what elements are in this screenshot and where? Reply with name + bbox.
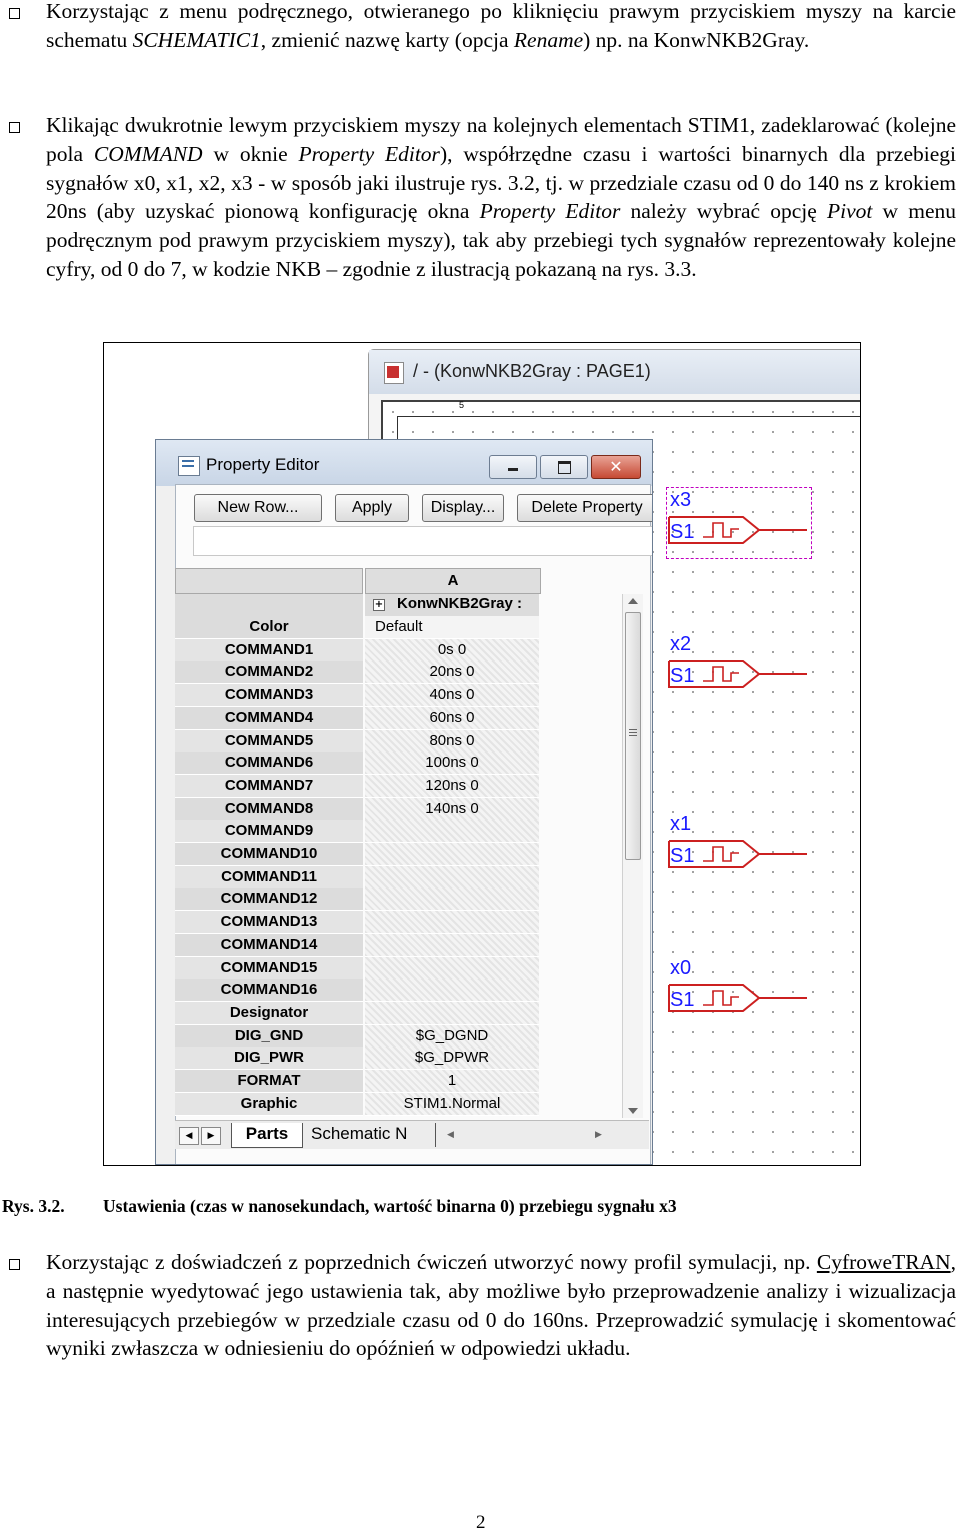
value-edit-field[interactable] — [193, 526, 653, 556]
property-value-cell[interactable] — [365, 1002, 539, 1025]
new-row-button[interactable]: New Row... — [194, 494, 322, 522]
property-name-cell[interactable]: Color — [175, 616, 363, 639]
property-value-cell[interactable]: 100ns 0 — [365, 752, 539, 775]
profile-name: CyfroweTRAN — [816, 1250, 951, 1274]
property-value-cell[interactable]: $G_DPWR — [365, 1047, 539, 1070]
text: należy wybrać opcję — [620, 199, 827, 224]
text-italic: Rename — [513, 27, 584, 52]
property-name-cell[interactable]: COMMAND6 — [175, 752, 363, 775]
stim-waveform — [703, 667, 739, 681]
property-value-cell[interactable]: 1 — [365, 1070, 539, 1093]
maximize-button[interactable] — [540, 455, 588, 479]
property-name-cell[interactable]: COMMAND1 — [175, 639, 363, 662]
net-label-x1[interactable]: x1 — [670, 813, 692, 835]
property-name-cell[interactable]: COMMAND8 — [175, 798, 363, 821]
scroll-up-icon[interactable] — [628, 598, 638, 604]
property-value-cell[interactable]: 40ns 0 — [365, 684, 539, 707]
text-italic: Pivot — [826, 199, 873, 224]
net-label-x2[interactable]: x2 — [670, 633, 692, 655]
stim-symbol-x0[interactable] — [667, 983, 807, 1013]
property-value-cell[interactable]: 80ns 0 — [365, 730, 539, 753]
stim-part-x0[interactable]: S1 — [670, 989, 695, 1011]
scroll-down-icon[interactable] — [628, 1108, 638, 1114]
property-name-cell[interactable]: COMMAND9 — [175, 820, 363, 843]
stim-waveform — [703, 847, 739, 861]
property-name-cell[interactable]: DIG_PWR — [175, 1047, 363, 1070]
stim-symbol-x3[interactable] — [667, 515, 807, 545]
paragraph-simulation-profile — [46, 1248, 956, 1363]
property-name-cell[interactable]: DIG_GND — [175, 1025, 363, 1048]
grid-mark: 5 — [459, 400, 465, 410]
stim-part-x1[interactable]: S1 — [670, 845, 695, 867]
tab-parts[interactable]: Parts — [231, 1123, 303, 1148]
property-value-cell[interactable] — [365, 979, 539, 1002]
tab-schematic[interactable]: Schematic N — [307, 1123, 436, 1147]
figure-caption-label: Rys. 3.2. — [2, 1196, 65, 1216]
text-italic: Property Editor — [479, 199, 621, 224]
property-name-cell[interactable]: COMMAND2 — [175, 661, 363, 684]
stim-waveform — [703, 523, 739, 537]
schematic-title: / - (KonwNKB2Gray : PAGE1) — [413, 361, 651, 381]
net-label-x0[interactable]: x0 — [670, 957, 692, 979]
schematic-titlebar — [369, 350, 861, 394]
property-name-cell[interactable]: COMMAND16 — [175, 979, 363, 1002]
text: Korzystając z doświadczeń z poprzednich ćwiczeń utworzyć nowy profil symulacji, np. — [46, 1250, 817, 1274]
property-value-cell[interactable]: $G_DGND — [365, 1025, 539, 1048]
property-name-cell[interactable]: COMMAND5 — [175, 730, 363, 753]
property-value-cell[interactable] — [365, 866, 539, 889]
bullet-marker — [9, 1259, 20, 1270]
tab-scroll-left-icon[interactable]: ◀ — [179, 1127, 199, 1145]
text: Korzystając z menu podręcznego, otwieranego po kliknięciu prawym przyciskiem myszy na karcie schematu — [46, 0, 956, 52]
paragraph-rename-tab — [46, 0, 956, 55]
property-value-cell[interactable] — [365, 911, 539, 934]
minimize-button[interactable] — [489, 455, 537, 479]
titlebar — [156, 440, 653, 486]
column-header-a[interactable]: A — [365, 568, 541, 594]
property-value-cell[interactable]: STIM1.Normal — [365, 1093, 539, 1116]
figure-screenshot — [103, 342, 861, 1166]
property-name-cell[interactable]: COMMAND3 — [175, 684, 363, 707]
property-name-cell[interactable]: COMMAND14 — [175, 934, 363, 957]
property-name-cell[interactable]: COMMAND7 — [175, 775, 363, 798]
minimize-icon — [508, 468, 518, 471]
property-name-cell[interactable]: COMMAND11 — [175, 866, 363, 889]
property-editor-icon — [178, 456, 200, 476]
paragraph-stimulus-settings — [46, 111, 956, 284]
property-value-cell[interactable]: 20ns 0 — [365, 661, 539, 684]
stim-outline — [669, 841, 759, 867]
property-editor-window — [155, 439, 653, 1165]
property-name-cell[interactable]: Graphic — [175, 1093, 363, 1116]
stim-waveform — [703, 991, 739, 1005]
text-italic: SCHEMATIC1 — [132, 27, 261, 52]
text: ) np. na KonwNKB2Gray. — [583, 27, 810, 52]
stim-symbol-x1[interactable] — [667, 839, 807, 869]
stim-symbol-x2[interactable] — [667, 659, 807, 689]
property-name-cell[interactable]: Designator — [175, 1002, 363, 1025]
close-button[interactable] — [591, 455, 641, 479]
property-name-cell[interactable]: COMMAND15 — [175, 957, 363, 980]
text-italic: COMMAND — [93, 141, 203, 166]
property-name-cell[interactable]: COMMAND13 — [175, 911, 363, 934]
stim-outline — [669, 517, 759, 543]
apply-button[interactable]: Apply — [335, 494, 409, 522]
tab-strip — [175, 1120, 649, 1149]
window-title: Property Editor — [206, 455, 320, 474]
property-value-cell[interactable] — [365, 957, 539, 980]
figure-caption-text: Ustawienia (czas w nanosekundach, wartość binarna 0) przebiegu sygnału x3 — [103, 1196, 677, 1216]
stim-outline — [669, 661, 759, 687]
property-value-cell[interactable] — [365, 820, 539, 843]
scroll-thumb[interactable] — [625, 612, 641, 860]
property-value-cell[interactable] — [365, 934, 539, 957]
grid-corner — [175, 568, 363, 594]
page-number: 2 — [476, 1512, 486, 1533]
property-name-cell[interactable]: FORMAT — [175, 1070, 363, 1093]
property-value-cell[interactable]: 60ns 0 — [365, 707, 539, 730]
stim-outline — [669, 985, 759, 1011]
property-value-cell[interactable]: 140ns 0 — [365, 798, 539, 821]
expand-icon[interactable]: + — [374, 599, 384, 610]
text: w menu podręcznym pod prawym przyciskiem myszy), tak aby przebiegi tych sygnałów reprezentowały kolejne cyfry, od 0 do 7, w kodzie NKB – zgodnie z ilustracją pokazaną na rys. 3.3. — [46, 199, 957, 281]
schematic-app-icon — [384, 362, 404, 384]
delete-property-button[interactable]: Delete Property — [517, 494, 653, 522]
maximize-icon — [558, 461, 571, 474]
group-row[interactable] — [365, 594, 539, 617]
bullet-marker — [9, 8, 20, 19]
hscroll-left-icon[interactable]: ◀ — [447, 1130, 454, 1140]
text: , zmienić nazwę karty (opcja — [260, 27, 514, 52]
text: Klikając dwukrotnie lewym przyciskiem myszy na kolejnych elementach STIM1, zadeklarować (kolejne pola — [46, 113, 956, 166]
property-value-cell[interactable] — [365, 843, 539, 866]
property-name-cell[interactable]: COMMAND12 — [175, 888, 363, 911]
display-button[interactable]: Display... — [422, 494, 504, 522]
property-value-cell[interactable]: 120ns 0 — [365, 775, 539, 798]
text-italic: Property Editor — [298, 141, 440, 166]
tab-scroll-right-icon[interactable]: ▶ — [201, 1127, 221, 1145]
hscroll-right-icon[interactable]: ▶ — [595, 1130, 602, 1140]
property-name-cell[interactable]: COMMAND4 — [175, 707, 363, 730]
net-label-x3[interactable]: x3 — [670, 489, 692, 511]
text: , a następnie wyedytować jego ustawienia tak, aby możliwe było przeprowadzenie analizy i wizualizacja interesujących przebiegów w przedziale czasu od 0 do 160ns. Przeprowadzić symulację i skomentować wyniki zwłaszcza w odniesieniu do opóźnień w odpowiedzi układu. — [46, 1250, 956, 1361]
property-value-cell[interactable] — [365, 888, 539, 911]
group-row-left — [175, 594, 363, 617]
text: ), współrzędne czasu i wartości binarnych dla przebiegi sygnałów x0, x1, x2, x3 - w sposób jaki ilustruje rys. 3.2, tj. w przedziale czasu od 0 do 140 ns z krokiem 20ns (aby uzyskać pionową konfigurację okna — [46, 141, 956, 224]
vertical-scrollbar[interactable] — [622, 594, 643, 1118]
close-icon: ✕ — [609, 457, 623, 476]
group-label: KonwNKB2Gray : — [397, 595, 523, 612]
text: w oknie — [202, 141, 299, 166]
stim-part-x3[interactable]: S1 — [670, 521, 695, 543]
property-value-cell[interactable]: 0s 0 — [365, 639, 539, 662]
bullet-marker — [9, 122, 20, 133]
property-value-cell[interactable]: Default — [365, 616, 539, 639]
stim-part-x2[interactable]: S1 — [670, 665, 695, 687]
property-name-cell[interactable]: COMMAND10 — [175, 843, 363, 866]
